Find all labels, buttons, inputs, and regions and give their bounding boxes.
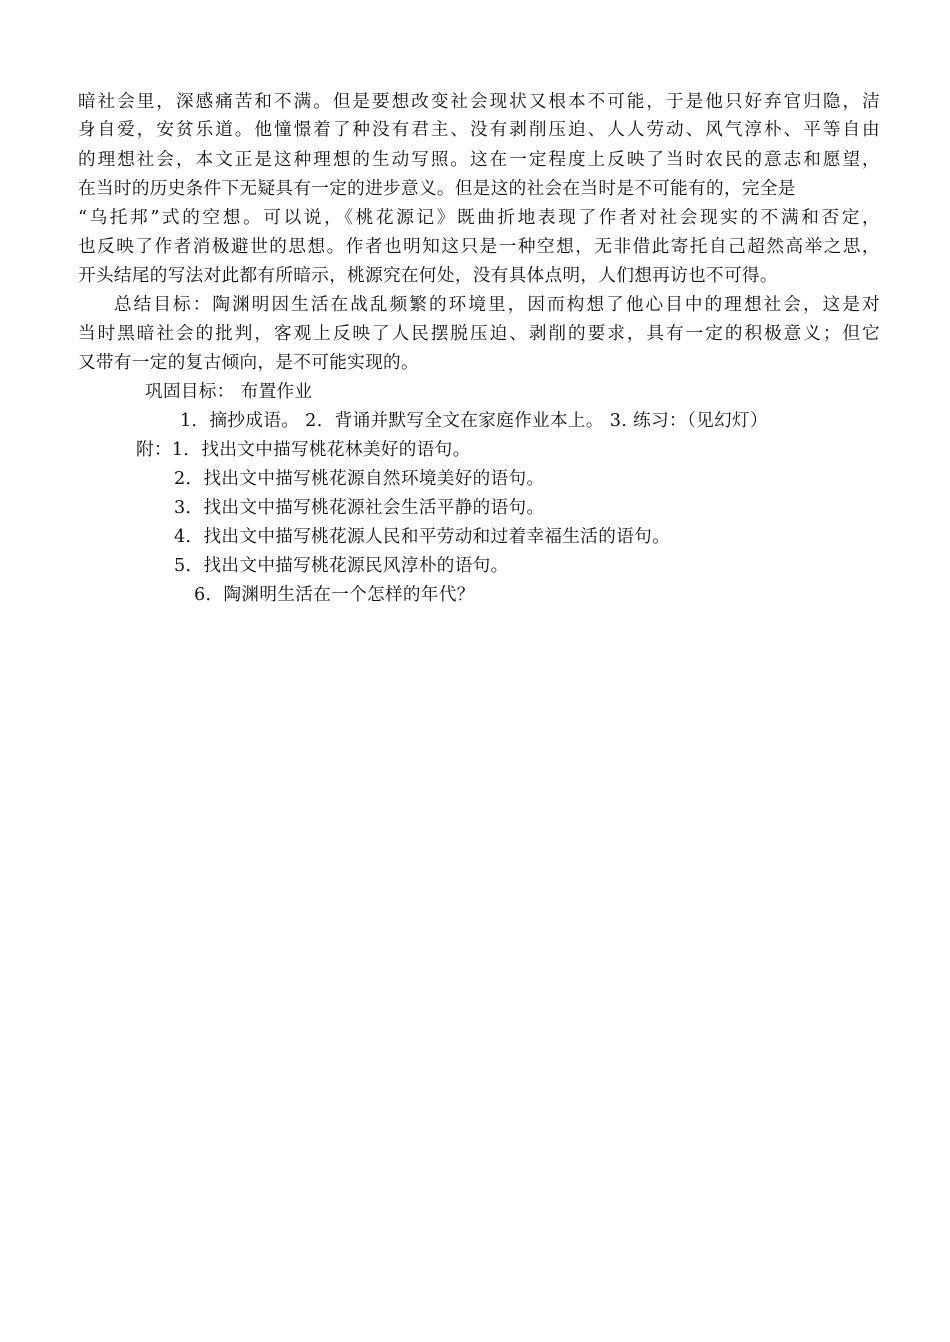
summary-line: 当时黑暗社会的批判，客观上反映了人民摆脱压迫、剥削的要求，具有一定的积极意义；但它	[78, 324, 880, 344]
homework-line: 1．摘抄成语。 2．背诵并默写全文在家庭作业本上。 3. 练习：（见幻灯）	[180, 411, 768, 431]
consolidate-heading: 巩固目标： 布置作业	[145, 382, 313, 402]
appendix-item: 2．找出文中描写桃花源自然环境美好的语句。	[174, 469, 545, 489]
paragraph-line: 也反映了作者消极避世的思想。作者也明知这只是一种空想，无非借此寄托自己超然高举之思，	[78, 237, 880, 257]
paragraph-line: “乌托邦”式的空想。可以说，《桃花源记》既曲折地表现了作者对社会现实的不满和否定，	[78, 208, 880, 228]
paragraph-line: 暗社会里，深感痛苦和不满。但是要想改变社会现状又根本不可能，于是他只好弃官归隐，洁	[78, 92, 880, 112]
appendix-item: 附：1．找出文中描写桃花林美好的语句。	[136, 440, 471, 460]
summary-line: 总结目标：陶渊明因生活在战乱频繁的环境里，因而构想了他心目中的理想社会，这是对	[114, 295, 880, 315]
summary-line: 又带有一定的复古倾向，是不可能实现的。	[78, 353, 419, 373]
appendix-item: 5．找出文中描写桃花源民风淳朴的语句。	[174, 556, 509, 576]
appendix-item: 6．陶渊明生活在一个怎样的年代？	[194, 585, 475, 605]
paragraph-line: 的理想社会，本文正是这种理想的生动写照。这在一定程度上反映了当时农民的意志和愿望，	[78, 150, 880, 170]
appendix-item: 3．找出文中描写桃花源社会生活平静的语句。	[174, 498, 545, 518]
paragraph-line: 在当时的历史条件下无疑具有一定的进步意义。但是这的社会在当时是不可能有的，完全是	[78, 179, 796, 199]
appendix-item: 4．找出文中描写桃花源人民和平劳动和过着幸福生活的语句。	[174, 527, 671, 547]
paragraph-line: 身自爱，安贫乐道。他憧憬着了种没有君主、没有剥削压迫、人人劳动、风气淳朴、平等自由	[78, 120, 880, 140]
paragraph-line: 开头结尾的写法对此都有所暗示，桃源究在何处，没有具体点明，人们想再访也不可得。	[78, 266, 778, 286]
